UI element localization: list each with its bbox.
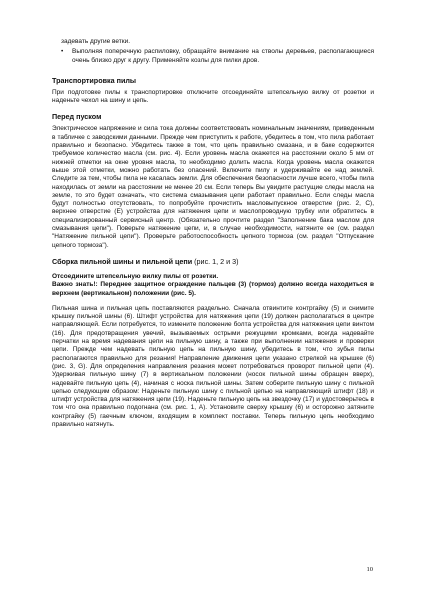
section-heading-transport: Транспортировка пилы bbox=[52, 75, 137, 85]
section-heading-before-start: Перед пуском bbox=[52, 112, 102, 122]
unplug-warning: Отсоедините штепсельную вилку пилы от розетки. bbox=[52, 272, 219, 280]
intro-tail-text: задевать другие ветки. bbox=[61, 38, 131, 45]
section-heading-assembly bbox=[52, 257, 374, 266]
assembly-heading-figure-ref: (рис. 1, 2 и 3) bbox=[192, 256, 239, 266]
bullet-icon: • bbox=[61, 48, 64, 56]
assembly-heading-title: Сборка пильной шины и пильной цепи bbox=[52, 256, 193, 266]
before-start-paragraph: Электрическое напряжение и сила тока должны соответствовать номинальным значениям, приведенным в табличке с заводскими данными. Прежде чем приступить к работе, убедитесь в том, что пила работает правильно и безопасно. Убедитесь также в том, что цепь правильно смазана, и в баке содержится требуемое количество масла (см. рис. 4). Если уровень масла окажется на расстоянии около 5 мм от нижней отметки на окне уровня масла, то необходимо долить масла. Когда уровень масла окажется выше этой отметки, можно работать без опасений. Включите пилу и удерживайте ее над землей. Следите за тем, чтобы пила не касалась земли. Для обеспечения безопасности лучше всего, чтобы пила находилась от земли на расстоянии не менее 20 см. Если теперь Вы увидите растущие следы масла на земле, то это будет означать, что система смазывания цепи работает правильно. Если следы масла будут полностью отсутствовать, то попробуйте прочистить масловыпускное отверстие (рис. 2, С), верхнее отверстие (Е) устройства для натяжения цепи и маслопроводную трубку или обратитесь в специализированный сервисный центр. (Обязательно прочтите раздел "Заполнение бака маслом для смазывания цепи"). Поверьте натяжение цепи, и, в случае необходимости, натяните ее (см. раздел "Натяжение пильной цепи"). Проверьте работоспособность цепного тормоза (см. раздел "Отпускание цепного тормоза"). bbox=[52, 125, 374, 249]
list-item bbox=[52, 48, 374, 65]
list-item-text: Выполняя поперечную распиловку, обращайте внимание на стволы деревьев, располагающиеся очень близко друг к другу. Применяйте козлы для пилки дров. bbox=[72, 48, 374, 64]
transport-paragraph: При подготовке пилы к транспортировке отключите отсоединяйте штепсельную вилку от розетки и наденьте чехол на шину и цепь. bbox=[52, 88, 374, 105]
assembly-paragraph: Пильная шина и пильная цепь поставляются раздельно. Сначала отвинтите контргайку (5) и снимите крышку пильной шины (6). Штифт устройства для натяжения цепи (19) должен располагаться в центре направляющей. Если потребуется, то измените положение болта устройства для натяжения цепи винтом (16). Для предотвращения увечий, вызываемых острыми режущими кромками, всегда надевайте перчатки на время надевания цепи на пильную шину, а также при выполнении натяжения и проверки цепи. Прежде чем надевать пильную цепь на пильную шину, убедитесь в том, что зубья пилы располагаются правильно для резания! Направление движения цепи указано стрелкой на крышке (6) (рис. 3, G). Для определения направления резания может потребоваться проворот пильной цепи (4). Удерживая пильную шину (7) в вертикальном положении (носок пильной шины обращен вверх), надевайте пильную цепь (4), начиная с носка пильной шины. Затем соберите пильную шину с пильной цепью следующим образом: Наденьте пильную шину с пильной цепью на направляющий штифт (18) и штифт устройства для натяжения цепи (19). Наденьте пильную цепь на звездочку (17) и удостоверьтесь в том что она правильно подогнана (см. рис. 1, А). Установите сверху крышку (6) и осторожно затяните контргайку (5) гаечным ключом, входящим в комплект поставки. Теперь пильную цепь необходимо правильно натянуть. bbox=[52, 304, 374, 428]
guard-warning: Важно знать!: Переднее защитное ограждение пальцев (3) (тормоз) должно всегда находиться в верхнем (вертикальном) положении (рис. 5). bbox=[52, 281, 374, 297]
page-number: 10 bbox=[366, 566, 373, 573]
page-content bbox=[52, 38, 374, 429]
